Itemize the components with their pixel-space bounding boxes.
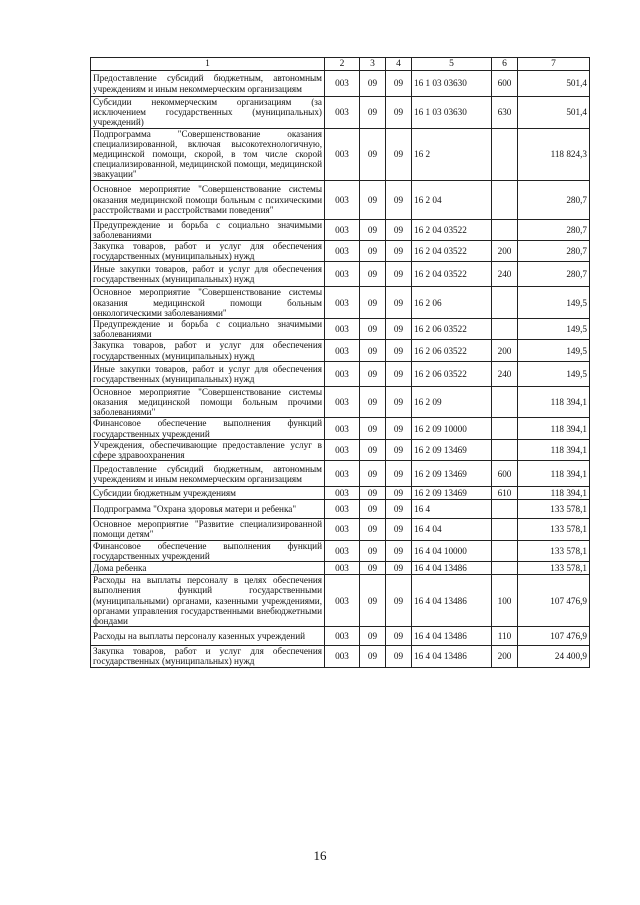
row-pr: 09 (386, 439, 412, 460)
row-name: Закупка товаров, работ и услуг для обеспечения государственных (муниципальных) нужд (91, 241, 325, 262)
table-row (91, 500, 590, 519)
row-pr: 09 (386, 562, 412, 575)
row-rz: 09 (360, 627, 386, 646)
row-ved: 003 (325, 241, 360, 262)
row-csr: 16 2 04 03522 (412, 262, 492, 287)
row-sum: 149,5 (518, 340, 590, 361)
header-col-7: 7 (518, 58, 590, 71)
row-rz: 09 (360, 97, 386, 129)
table-row (91, 418, 590, 439)
row-vr: 600 (492, 71, 518, 97)
row-rz: 09 (360, 128, 386, 180)
table-row (91, 461, 590, 487)
row-name: Предоставление субсидий бюджетным, автономным учреждениям и иным некоммерческим организациям (91, 461, 325, 487)
table-row (91, 319, 590, 340)
table-row (91, 71, 590, 97)
row-ved: 003 (325, 540, 360, 561)
header-col-6: 6 (492, 58, 518, 71)
row-sum: 149,5 (518, 287, 590, 319)
header-col-4: 4 (386, 58, 412, 71)
row-name: Расходы на выплаты персоналу в целях обеспечения выполнения функций государственными (муниципальными) органами, казенными учреждениями, органами управления государственными внебюджетными фондами (91, 575, 325, 627)
row-name: Предоставление субсидий бюджетным, автономным учреждениям и иным некоммерческим организациям (91, 71, 325, 97)
row-pr: 09 (386, 180, 412, 219)
header-row (91, 58, 590, 71)
row-ved: 003 (325, 627, 360, 646)
row-vr: 200 (492, 241, 518, 262)
row-vr (492, 287, 518, 319)
row-ved: 003 (325, 500, 360, 519)
row-sum: 280,7 (518, 180, 590, 219)
row-sum: 133 578,1 (518, 540, 590, 561)
row-pr: 09 (386, 71, 412, 97)
row-ved: 003 (325, 646, 360, 667)
table-row (91, 646, 590, 667)
row-vr (492, 219, 518, 240)
table-row (91, 386, 590, 418)
row-vr: 200 (492, 340, 518, 361)
row-name: Дома ребенка (91, 562, 325, 575)
row-rz: 09 (360, 319, 386, 340)
row-rz: 09 (360, 418, 386, 439)
row-csr: 16 2 04 03522 (412, 241, 492, 262)
row-ved: 003 (325, 71, 360, 97)
row-rz: 09 (360, 287, 386, 319)
table-row (91, 180, 590, 219)
row-rz: 09 (360, 519, 386, 540)
row-name: Финансовое обеспечение выполнения функций государственных учреждений (91, 418, 325, 439)
row-vr (492, 540, 518, 561)
row-csr: 16 4 04 (412, 519, 492, 540)
row-ved: 003 (325, 562, 360, 575)
row-name: Основное мероприятие "Развитие специализированной помощи детям" (91, 519, 325, 540)
row-pr: 09 (386, 219, 412, 240)
row-rz: 09 (360, 219, 386, 240)
row-csr: 16 4 (412, 500, 492, 519)
row-sum: 149,5 (518, 361, 590, 386)
row-name: Подпрограмма "Охрана здоровья матери и ребенка" (91, 500, 325, 519)
table-row (91, 287, 590, 319)
row-ved: 003 (325, 97, 360, 129)
row-vr (492, 500, 518, 519)
row-name: Иные закупки товаров, работ и услуг для обеспечения государственных (муниципальных) нужд (91, 262, 325, 287)
table-row (91, 562, 590, 575)
row-sum: 118 394,1 (518, 418, 590, 439)
row-sum: 133 578,1 (518, 519, 590, 540)
row-rz: 09 (360, 461, 386, 487)
row-name: Субсидии некоммерческим организациям (за исключением государственных (муниципальных) учреждений) (91, 97, 325, 129)
row-sum: 24 400,9 (518, 646, 590, 667)
row-pr: 09 (386, 386, 412, 418)
row-name: Расходы на выплаты персоналу казенных учреждений (91, 627, 325, 646)
row-sum: 501,4 (518, 71, 590, 97)
row-name: Закупка товаров, работ и услуг для обеспечения государственных (муниципальных) нужд (91, 340, 325, 361)
row-ved: 003 (325, 340, 360, 361)
row-ved: 003 (325, 180, 360, 219)
row-ved: 003 (325, 461, 360, 487)
row-csr: 16 4 04 13486 (412, 575, 492, 627)
row-csr: 16 4 04 10000 (412, 540, 492, 561)
row-vr (492, 386, 518, 418)
table-row (91, 487, 590, 500)
row-rz: 09 (360, 241, 386, 262)
row-vr (492, 519, 518, 540)
table-row (91, 241, 590, 262)
table-row (91, 340, 590, 361)
row-csr: 16 2 06 03522 (412, 319, 492, 340)
row-ved: 003 (325, 287, 360, 319)
row-ved: 003 (325, 219, 360, 240)
row-vr: 110 (492, 627, 518, 646)
row-vr: 610 (492, 487, 518, 500)
row-pr: 09 (386, 418, 412, 439)
row-vr: 600 (492, 461, 518, 487)
row-rz: 09 (360, 540, 386, 561)
row-csr: 16 1 03 03630 (412, 71, 492, 97)
row-sum: 107 476,9 (518, 575, 590, 627)
row-sum: 133 578,1 (518, 562, 590, 575)
row-sum: 107 476,9 (518, 627, 590, 646)
row-csr: 16 2 09 13469 (412, 439, 492, 460)
row-sum: 118 394,1 (518, 461, 590, 487)
header-col-3: 3 (360, 58, 386, 71)
row-vr (492, 319, 518, 340)
row-ved: 003 (325, 487, 360, 500)
row-sum: 133 578,1 (518, 500, 590, 519)
row-pr: 09 (386, 627, 412, 646)
row-sum: 280,7 (518, 241, 590, 262)
row-pr: 09 (386, 262, 412, 287)
row-rz: 09 (360, 487, 386, 500)
table-row (91, 540, 590, 561)
row-csr: 16 2 09 (412, 386, 492, 418)
row-sum: 118 394,1 (518, 386, 590, 418)
row-csr: 16 1 03 03630 (412, 97, 492, 129)
row-csr: 16 4 04 13486 (412, 646, 492, 667)
row-rz: 09 (360, 575, 386, 627)
row-csr: 16 2 04 03522 (412, 219, 492, 240)
row-name: Иные закупки товаров, работ и услуг для обеспечения государственных (муниципальных) нужд (91, 361, 325, 386)
row-vr (492, 180, 518, 219)
row-vr (492, 439, 518, 460)
row-vr: 240 (492, 361, 518, 386)
row-name: Основное мероприятие "Совершенствование системы оказания медицинской помощи больным прочими заболеваниями" (91, 386, 325, 418)
table-row (91, 128, 590, 180)
row-name: Финансовое обеспечение выполнения функций государственных учреждений (91, 540, 325, 561)
table-row (91, 519, 590, 540)
row-ved: 003 (325, 361, 360, 386)
row-rz: 09 (360, 646, 386, 667)
row-pr: 09 (386, 241, 412, 262)
row-csr: 16 2 06 03522 (412, 340, 492, 361)
row-name: Закупка товаров, работ и услуг для обеспечения государственных (муниципальных) нужд (91, 646, 325, 667)
row-csr: 16 2 09 13469 (412, 487, 492, 500)
row-name: Основное мероприятие "Совершенствование системы оказания медицинской помощи больным с психическими расстройствами и расстройствами поведения" (91, 180, 325, 219)
row-rz: 09 (360, 386, 386, 418)
row-ved: 003 (325, 519, 360, 540)
row-sum: 280,7 (518, 219, 590, 240)
row-vr: 240 (492, 262, 518, 287)
header-col-5: 5 (412, 58, 492, 71)
row-csr: 16 2 06 03522 (412, 361, 492, 386)
row-ved: 003 (325, 128, 360, 180)
row-vr: 630 (492, 97, 518, 129)
row-csr: 16 2 04 (412, 180, 492, 219)
row-pr: 09 (386, 646, 412, 667)
row-rz: 09 (360, 562, 386, 575)
row-pr: 09 (386, 575, 412, 627)
row-vr: 200 (492, 646, 518, 667)
row-rz: 09 (360, 71, 386, 97)
budget-table (90, 57, 590, 668)
header-col-2: 2 (325, 58, 360, 71)
row-ved: 003 (325, 262, 360, 287)
row-rz: 09 (360, 361, 386, 386)
row-sum: 501,4 (518, 97, 590, 129)
row-pr: 09 (386, 319, 412, 340)
table-row (91, 627, 590, 646)
row-pr: 09 (386, 487, 412, 500)
row-vr (492, 562, 518, 575)
row-ved: 003 (325, 575, 360, 627)
row-pr: 09 (386, 340, 412, 361)
table-row (91, 439, 590, 460)
row-name: Предупреждение и борьба с социально значимыми заболеваниями (91, 319, 325, 340)
row-sum: 118 394,1 (518, 487, 590, 500)
row-vr (492, 418, 518, 439)
row-rz: 09 (360, 262, 386, 287)
row-csr: 16 2 09 13469 (412, 461, 492, 487)
row-pr: 09 (386, 519, 412, 540)
row-pr: 09 (386, 500, 412, 519)
row-name: Учреждения, обеспечивающие предоставление услуг в сфере здравоохранения (91, 439, 325, 460)
row-sum: 118 394,1 (518, 439, 590, 460)
row-csr: 16 2 06 (412, 287, 492, 319)
header-col-1: 1 (91, 58, 325, 71)
row-rz: 09 (360, 439, 386, 460)
row-sum: 118 824,3 (518, 128, 590, 180)
table-row (91, 575, 590, 627)
page-number: 16 (313, 848, 327, 863)
row-csr: 16 4 04 13486 (412, 562, 492, 575)
row-pr: 09 (386, 128, 412, 180)
row-pr: 09 (386, 97, 412, 129)
row-vr: 100 (492, 575, 518, 627)
row-rz: 09 (360, 340, 386, 361)
row-csr: 16 2 09 10000 (412, 418, 492, 439)
row-ved: 003 (325, 319, 360, 340)
row-rz: 09 (360, 500, 386, 519)
row-pr: 09 (386, 540, 412, 561)
row-name: Основное мероприятие "Совершенствование системы оказания медицинской помощи больным онкологическими заболеваниями" (91, 287, 325, 319)
row-sum: 149,5 (518, 319, 590, 340)
table-row (91, 219, 590, 240)
row-name: Подпрограмма "Совершенствование оказания специализированной, включая высокотехнологичную, медицинской помощи, скорой, в том числе скорой специализированной, медицинской помощи, медицинской эвакуации" (91, 128, 325, 180)
row-ved: 003 (325, 418, 360, 439)
row-pr: 09 (386, 361, 412, 386)
table-row (91, 262, 590, 287)
row-name: Субсидии бюджетным учреждениям (91, 487, 325, 500)
row-rz: 09 (360, 180, 386, 219)
row-sum: 280,7 (518, 262, 590, 287)
row-ved: 003 (325, 386, 360, 418)
row-csr: 16 2 (412, 128, 492, 180)
row-pr: 09 (386, 461, 412, 487)
row-pr: 09 (386, 287, 412, 319)
row-vr (492, 128, 518, 180)
row-name: Предупреждение и борьба с социально значимыми заболеваниями (91, 219, 325, 240)
row-csr: 16 4 04 13486 (412, 627, 492, 646)
table-row (91, 361, 590, 386)
table-row (91, 97, 590, 129)
row-ved: 003 (325, 439, 360, 460)
